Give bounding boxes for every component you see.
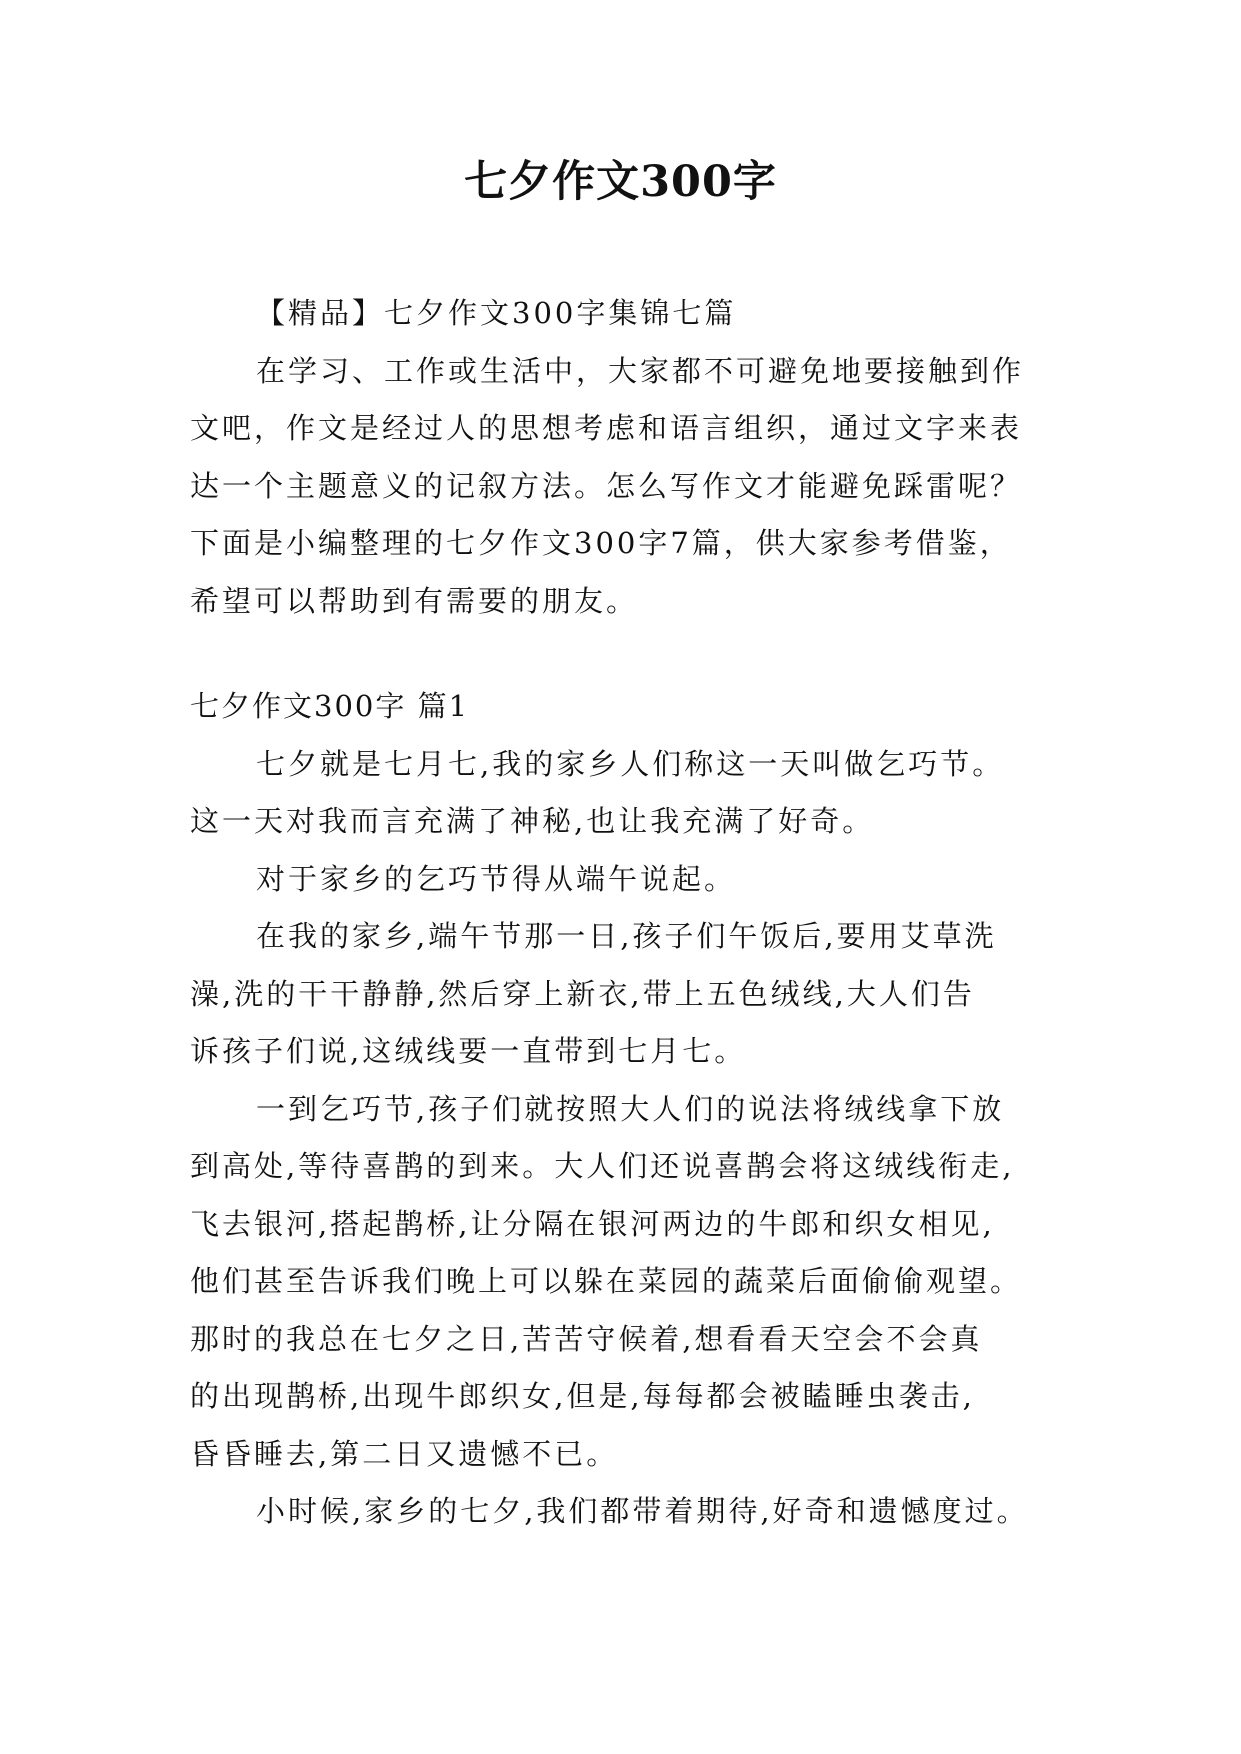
text-line: 那时的我总在七夕之日,苦苦守候着,想看看天空会不会真 (190, 1321, 983, 1356)
intro-heading: 【精品】七夕作文300字集锦七篇 (256, 296, 737, 330)
text-line: 的出现鹊桥,出现牛郎织女,但是,每每都会被瞌睡虫袭击, (190, 1379, 975, 1413)
text-line: 一到乞巧节,孩子们就按照大人们的说法将绒线拿下放 (256, 1091, 1005, 1126)
text-line: 下面是小编整理的七夕作文300字7篇，供大家参考借鉴， (190, 526, 1012, 560)
text-line: 在我的家乡,端午节那一日,孩子们午饭后,要用艾草洗 (256, 919, 997, 953)
text-line: 小时候,家乡的七夕,我们都带着期待,好奇和遗憾度过。 (256, 1494, 1029, 1528)
paragraph (190, 908, 1075, 1081)
text-line: 达一个主题意义的记叙方法。怎么写作文才能避免踩雷呢？ (190, 468, 1023, 503)
section-heading: 七夕作文300字 篇1 (190, 689, 470, 723)
text-line: 诉孩子们说,这绒线要一直带到七月七。 (190, 1034, 747, 1068)
text-line: 七夕就是七月七,我的家乡人们称这一天叫做乞巧节。 (256, 746, 1005, 781)
text-line: 飞去银河,搭起鹊桥,让分隔在银河两边的牛郎和织女相见, (190, 1206, 995, 1241)
text-line: 昏昏睡去,第二日又遗憾不已。 (190, 1436, 619, 1471)
document-body (190, 285, 1075, 1541)
section-spacer (190, 630, 1075, 678)
intro-paragraph (190, 343, 1075, 631)
text-line: 这一天对我而言充满了神秘,也让我充满了好奇。 (190, 804, 875, 838)
text-line: 对于家乡的乞巧节得从端午说起。 (256, 861, 737, 896)
text-line: 澡,洗的干干静静,然后穿上新衣,带上五色绒线,大人们告 (190, 976, 975, 1011)
text-line: 文吧，作文是经过人的思想考虑和语言组织，通过文字来表 (190, 411, 1023, 445)
text-line: 他们甚至告诉我们晚上可以躲在菜园的蔬菜后面偷偷观望。 (190, 1264, 1023, 1298)
text-line: 到高处,等待喜鹊的到来。大人们还说喜鹊会将这绒线衔走, (190, 1149, 1015, 1183)
paragraph (190, 851, 1075, 909)
paragraph (190, 1081, 1075, 1484)
document-title: 七夕作文300字 (464, 157, 777, 207)
text-line: 希望可以帮助到有需要的朋友。 (190, 583, 639, 618)
text-line: 在学习、工作或生活中，大家都不可避免地要接触到作 (256, 353, 1025, 388)
paragraph (190, 736, 1075, 851)
paragraph (190, 1483, 1075, 1541)
